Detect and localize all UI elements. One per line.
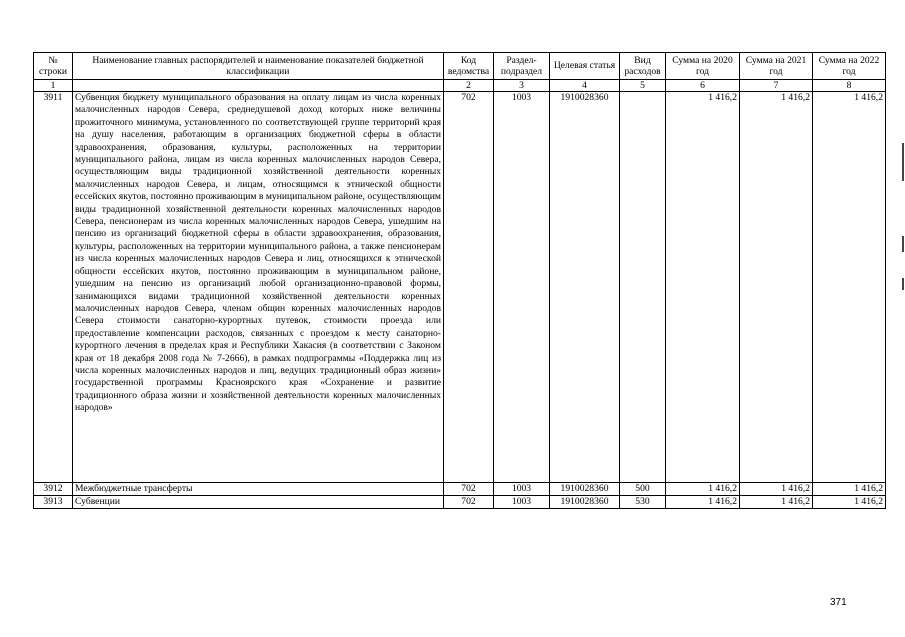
scan-edge-mark [902, 278, 904, 290]
row-razdel: 1003 [494, 92, 550, 483]
scan-edge-mark [902, 143, 904, 181]
page-number: 371 [830, 597, 847, 608]
row-line-number: 3912 [34, 483, 73, 496]
column-number: 7 [740, 80, 813, 92]
header-sum-2021: Сумма на 2021 год [740, 53, 813, 80]
column-number: 4 [550, 80, 620, 92]
row-vedomstvo: 702 [444, 483, 494, 496]
header-name: Наименование главных распорядителей и наименование показателей бюджетной классификации [73, 53, 444, 80]
row-sum-2022: 1 416,2 [813, 483, 886, 496]
column-number [73, 80, 444, 92]
table-row [34, 496, 886, 509]
row-vid [620, 92, 666, 483]
header-razdel: Раздел-подраздел [494, 53, 550, 80]
row-razdel: 1003 [494, 496, 550, 509]
row-sum-2021: 1 416,2 [740, 92, 813, 483]
row-name: Субвенции [73, 496, 444, 509]
header-vid: Вид расходов [620, 53, 666, 80]
row-sum-2022: 1 416,2 [813, 92, 886, 483]
column-number: 3 [494, 80, 550, 92]
header-vedomstvo: Код ведомства [444, 53, 494, 80]
header-sum-2022: Сумма на 2022 год [813, 53, 886, 80]
row-vid: 530 [620, 496, 666, 509]
row-name: Межбюджетные трансферты [73, 483, 444, 496]
header-line-number: № строки [34, 53, 73, 80]
row-name: Субвенция бюджету муниципального образования на оплату лицам из числа коренных малочисленных народов Севера, среднедушевой доход которых ниже величины прожиточного минимума, установленного по соответствующей группе территорий края на душу населения, работающим в организациях бюджетной сферы в области здравоохранения, образования, культуры, расположенных на территории муниципального района, лицам из числа коренных малочисленных народов Севера, осуществляющим виды традиционной хозяйственной деятельности коренных малочисленных народов Севера, и лицам, относящимся к этнической общности ессейских якутов, постоянно проживающим в муниципальном районе, осуществляющим виды традиционной хозяйственной деятельности коренных малочисленных народов Севера, пенсионерам из числа коренных малочисленных народов Севера, ушедшим на пенсию из организаций бюджетной сферы в области здравоохранения, образования, культуры, расположенных на территории муниципального района, а также пенсионерам из числа коренных малочисленных народов Севера и лиц, относящихся к этнической общности ессейских якутов, постоянно проживающим в муниципальном районе, ушедшим на пенсию из организаций любой организационно-правовой формы, занимающихся видами традиционной хозяйственной деятельности коренных малочисленных народов Севера, членам общин коренных малочисленных народов Севера стоимости санаторно-курортных путевок, стоимости проезда или предоставление компенсации расходов, связанных с проездом к месту санаторно-курортного лечения в пределах края и Республики Хакасия (в соответствии с Законом края от 18 декабря 2008 года № 7-2666), в рамках подпрограммы «Поддержка лиц из числа коренных малочисленных народов и лиц, ведущих традиционный образ жизни» государственной программы Красноярского края «Сохранение и развитие традиционного образа жизни и хозяйственной деятельности коренных малочисленных народов» [73, 92, 444, 483]
column-number-row [34, 80, 886, 92]
row-statya: 1910028360 [550, 496, 620, 509]
row-vedomstvo: 702 [444, 496, 494, 509]
row-line-number: 3913 [34, 496, 73, 509]
header-row [34, 53, 886, 80]
row-sum-2020: 1 416,2 [666, 483, 740, 496]
row-vid: 500 [620, 483, 666, 496]
column-number: 6 [666, 80, 740, 92]
row-sum-2020: 1 416,2 [666, 92, 740, 483]
row-razdel: 1003 [494, 483, 550, 496]
budget-table [33, 52, 886, 509]
header-statya: Целевая статья [550, 53, 620, 80]
row-statya: 1910028360 [550, 483, 620, 496]
column-number: 8 [813, 80, 886, 92]
row-sum-2021: 1 416,2 [740, 496, 813, 509]
row-sum-2022: 1 416,2 [813, 496, 886, 509]
row-sum-2020: 1 416,2 [666, 496, 740, 509]
scan-edge-mark [902, 236, 904, 252]
table-row [34, 483, 886, 496]
column-number: 2 [444, 80, 494, 92]
column-number: 1 [34, 80, 73, 92]
row-statya: 1910028360 [550, 92, 620, 483]
row-vedomstvo: 702 [444, 92, 494, 483]
table-row [34, 92, 886, 483]
row-sum-2021: 1 416,2 [740, 483, 813, 496]
column-number: 5 [620, 80, 666, 92]
row-line-number: 3911 [34, 92, 73, 483]
header-sum-2020: Сумма на 2020 год [666, 53, 740, 80]
